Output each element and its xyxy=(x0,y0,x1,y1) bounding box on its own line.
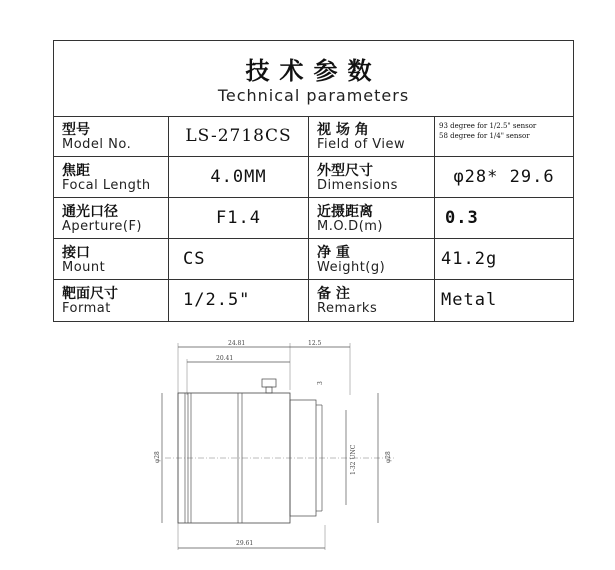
label-cell xyxy=(54,280,168,321)
weight-label-cn: 净 重 xyxy=(317,245,350,261)
format-label-en: Format xyxy=(62,301,111,316)
dim-text-thread: 1-32 UNC xyxy=(350,444,357,475)
label-cell xyxy=(54,116,168,156)
dim-text-20-41: 20.41 xyxy=(216,355,234,362)
fov-label-cn: 视 场 角 xyxy=(317,122,369,138)
mod-value: 0.3 xyxy=(445,208,479,228)
value-cell xyxy=(168,116,308,156)
label-cell xyxy=(308,198,434,238)
fov-label-en: Field of View xyxy=(317,137,406,152)
model-value: LS-2718CS xyxy=(185,126,292,146)
table-row xyxy=(54,239,573,280)
mount-value: CS xyxy=(183,249,206,269)
value-cell xyxy=(168,198,308,238)
table-row xyxy=(54,280,573,321)
format-label-cn: 靶面尺寸 xyxy=(62,286,118,302)
value-cell xyxy=(168,280,308,321)
fov-value xyxy=(439,121,536,141)
focal-value: 4.0MM xyxy=(210,167,267,187)
fov-line: 58 degree for 1/4" sensor xyxy=(439,132,530,140)
lens-drawing xyxy=(150,335,430,560)
mount-label-en: Mount xyxy=(62,260,106,275)
table-title xyxy=(54,41,573,117)
dim-text-12-5: 12.5 xyxy=(308,340,322,347)
dim-text-phi28-right: φ28 xyxy=(385,451,392,463)
lock-screw-shaft xyxy=(266,387,272,393)
label-cell xyxy=(308,116,434,156)
table-row xyxy=(54,157,573,198)
value-cell xyxy=(434,157,573,197)
value-cell xyxy=(168,239,308,279)
model-label-en: Model No. xyxy=(62,137,132,152)
dimensions-label-en: Dimensions xyxy=(317,178,398,193)
table-row xyxy=(54,116,573,157)
mod-label-en: M.O.D(m) xyxy=(317,219,384,234)
remarks-value: Metal xyxy=(441,290,498,310)
value-cell xyxy=(434,280,573,321)
label-cell xyxy=(308,280,434,321)
value-cell xyxy=(168,157,308,197)
remarks-label-en: Remarks xyxy=(317,301,378,316)
value-cell xyxy=(434,239,573,279)
fov-line: 93 degree for 1/2.5" sensor xyxy=(439,122,537,130)
mod-label-cn: 近摄距离 xyxy=(317,204,373,220)
title-english: Technical parameters xyxy=(217,86,410,105)
label-cell xyxy=(54,157,168,197)
value-cell xyxy=(434,116,573,156)
dim-text-24-81: 24.81 xyxy=(228,340,246,347)
label-cell xyxy=(308,157,434,197)
dim-text-29-61: 29.61 xyxy=(236,540,254,547)
label-cell xyxy=(308,239,434,279)
weight-value: 41.2g xyxy=(441,249,498,269)
weight-label-en: Weight(g) xyxy=(317,260,386,275)
dim-text-3: 3 xyxy=(317,381,324,385)
spec-table xyxy=(53,40,574,322)
dim-text-phi28-left: φ28 xyxy=(154,451,161,463)
title-chinese: 技术参数 xyxy=(245,57,382,85)
dimensions-label-cn: 外型尺寸 xyxy=(317,163,373,179)
aperture-value: F1.4 xyxy=(216,208,261,228)
model-label-cn: 型号 xyxy=(62,122,90,138)
focal-label-cn: 焦距 xyxy=(62,163,90,179)
dimensions-value: φ28* 29.6 xyxy=(453,167,555,187)
aperture-label-en: Aperture(F) xyxy=(62,219,143,234)
table-row xyxy=(54,198,573,239)
focal-label-en: Focal Length xyxy=(62,178,151,193)
format-value: 1/2.5" xyxy=(183,290,251,310)
label-cell xyxy=(54,198,168,238)
remarks-label-cn: 备 注 xyxy=(317,286,350,302)
mount-label-cn: 接口 xyxy=(62,245,90,261)
aperture-label-cn: 通光口径 xyxy=(62,204,118,220)
value-cell xyxy=(434,198,573,238)
lock-screw xyxy=(262,379,276,387)
label-cell xyxy=(54,239,168,279)
